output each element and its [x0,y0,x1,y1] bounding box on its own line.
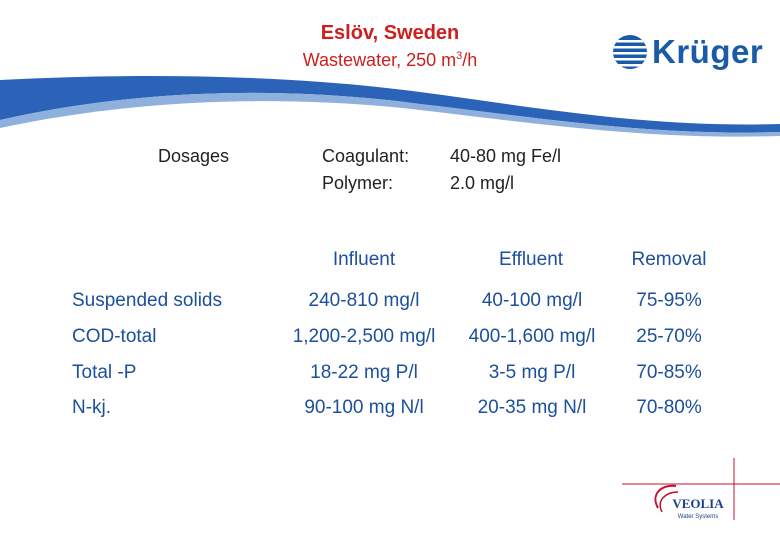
influent-cell: 18-22 mg P/l [310,362,418,383]
column-header-removal: Removal [631,249,707,270]
subtitle-unit: /h [462,50,478,70]
veolia-wordmark: VEOLIA [672,496,724,511]
dosage-value: 2.0 mg/l [450,173,515,193]
dosages-label: Dosages [158,146,230,166]
subtitle-text: Wastewater, 250 m [302,50,457,70]
removal-cell: 70-80% [636,397,702,418]
veolia-logo [622,458,780,540]
column-header-effluent: Effluent [498,249,564,270]
dosage-value: 40-80 mg Fe/l [450,146,562,166]
effluent-cell: 20-35 mg N/l [477,397,587,418]
kruger-logo [612,34,772,70]
effluent-cell: 3-5 mg P/l [488,362,576,383]
dosage-name: Polymer: [322,173,394,193]
slide-title: Eslöv, Sweden [320,22,460,44]
removal-cell: 25-70% [636,326,702,347]
subtitle-exponent: 3 [456,50,463,62]
removal-cell: 75-95% [636,290,702,311]
influent-cell: 90-100 mg N/l [304,397,424,418]
column-header-influent: Influent [332,249,396,270]
effluent-cell: 400-1,600 mg/l [468,326,596,347]
influent-cell: 1,200-2,500 mg/l [292,326,436,347]
dosage-name: Coagulant: [322,146,410,166]
row-label: N-kj. [72,397,112,418]
row-label: COD-total [72,326,157,347]
influent-cell: 240-810 mg/l [308,290,420,311]
kruger-wordmark: Krüger [652,33,764,70]
row-label: Suspended solids [72,290,222,311]
effluent-cell: 40-100 mg/l [481,290,583,311]
veolia-subline: Water Systems [677,514,719,520]
header-swoosh [0,70,780,150]
kruger-globe-icon [612,34,648,70]
row-label: Total -P [72,362,137,383]
removal-cell: 70-85% [636,362,702,383]
